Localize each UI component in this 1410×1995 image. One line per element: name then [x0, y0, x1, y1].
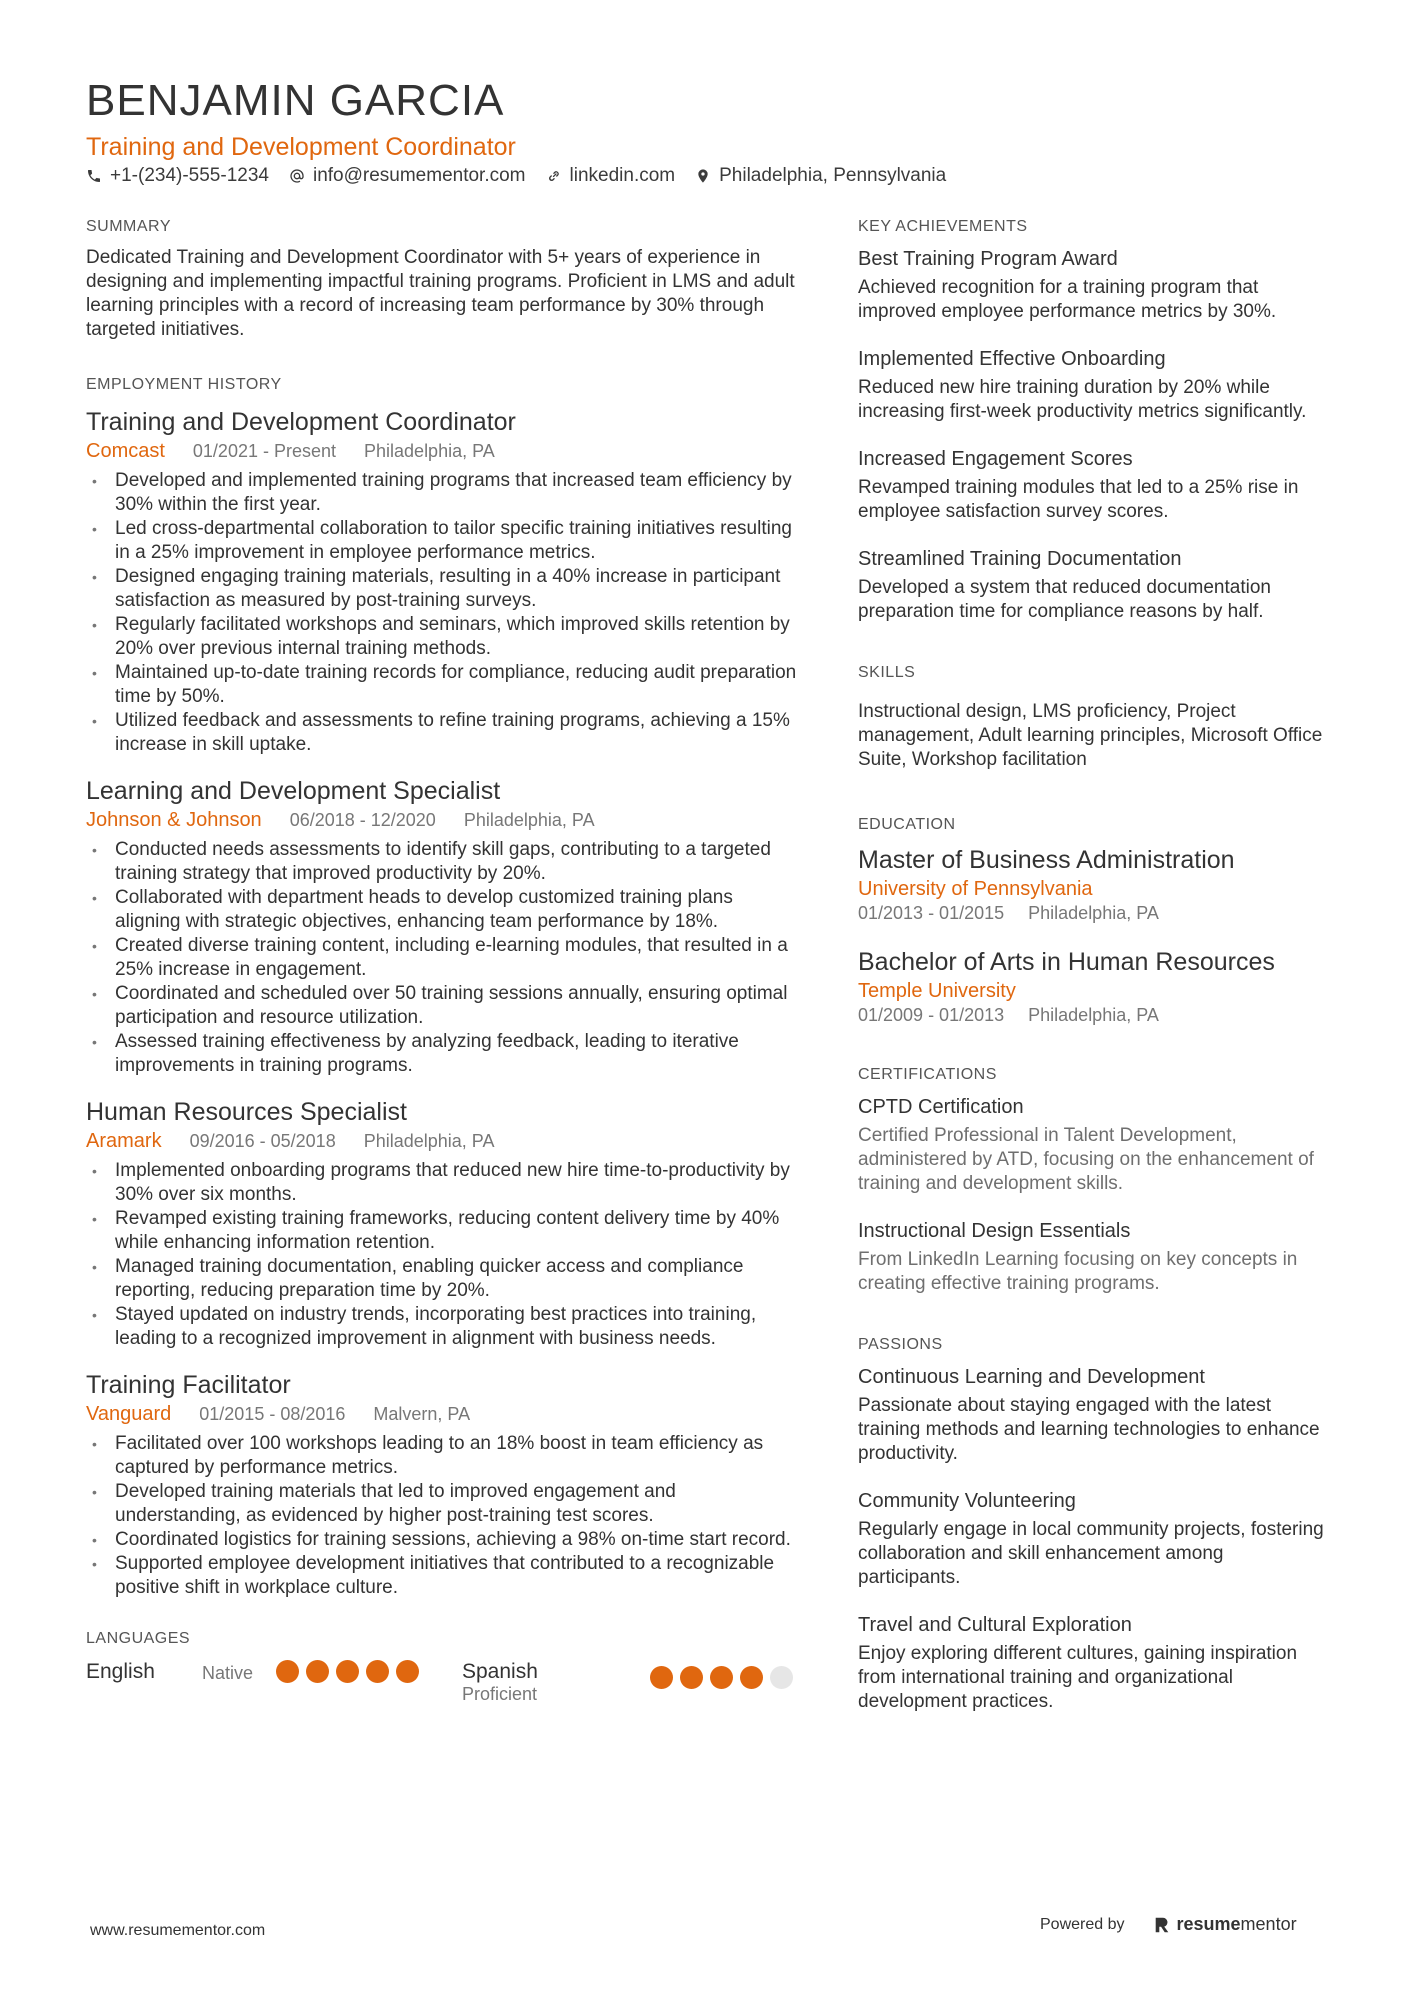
job-location: Philadelphia, PA: [364, 441, 495, 461]
education-location: Philadelphia, PA: [1028, 1005, 1159, 1025]
language-rating: [650, 1666, 793, 1689]
contact-phone[interactable]: [86, 165, 269, 187]
language-entry: [86, 1660, 462, 1684]
resumementor-logo-icon: [1153, 1916, 1171, 1934]
achievement-title: Increased Engagement Scores: [858, 448, 1133, 470]
job-bullet: • Revamped existing training frameworks, reducing content delivery time by 40% while enhancing information retention.: [86, 1207, 801, 1255]
job-entry: [86, 406, 801, 757]
achievement-text: Achieved recognition for a training program that improved employee performance metrics by 30%.: [858, 277, 1277, 322]
job-dates: 09/2016 - 05/2018: [189, 1131, 336, 1151]
certifications-heading: CERTIFICATIONS: [858, 1066, 997, 1083]
language-rating: [276, 1660, 419, 1683]
job-bullets: [86, 1159, 801, 1351]
job-meta: [86, 809, 801, 832]
achievement-text: Developed a system that reduced documentation preparation time for compliance reasons by half.: [858, 577, 1271, 622]
job-bullets: [86, 838, 801, 1078]
education-meta: [858, 1005, 1328, 1026]
summary-heading: SUMMARY: [86, 218, 171, 235]
languages-heading: LANGUAGES: [86, 1630, 191, 1647]
job-bullet: • Utilized feedback and assessments to refine training programs, achieving a 15% increase in skill uptake.: [86, 709, 801, 757]
job-entry: [86, 1096, 801, 1351]
contact-linkedin[interactable]: [546, 165, 676, 187]
achievement-text: Reduced new hire training duration by 20% while increasing first-week productivity metrics significantly.: [858, 377, 1307, 422]
certification-text: From LinkedIn Learning focusing on key concepts in creating effective training programs.: [858, 1249, 1298, 1294]
education-meta: [858, 903, 1328, 924]
passion-title: Travel and Cultural Exploration: [858, 1614, 1132, 1636]
footer-website[interactable]: www.resumementor.com: [90, 1922, 266, 1939]
job-title: Training and Development Coordinator: [86, 408, 516, 436]
job-company: Johnson & Johnson: [86, 809, 262, 831]
contact-location: [695, 165, 946, 187]
powered-by-text: Powered by: [1040, 1915, 1125, 1933]
job-location: Philadelphia, PA: [463, 810, 595, 830]
job-location: Philadelphia, PA: [363, 1131, 495, 1151]
phone-icon: [86, 168, 102, 184]
language-level: Proficient: [462, 1684, 538, 1704]
pin-icon: [695, 168, 711, 184]
job-entry: [86, 775, 801, 1078]
at-icon: [289, 168, 305, 184]
job-meta: [86, 1130, 801, 1153]
education-degree: Master of Business Administration: [858, 846, 1235, 874]
achievement-title: Streamlined Training Documentation: [858, 548, 1182, 570]
job-bullet: • Created diverse training content, including e-learning modules, that resulted in a 25% increase in engagement.: [86, 934, 801, 982]
rating-dot-filled: [650, 1666, 673, 1689]
job-bullet: • Conducted needs assessments to identify skill gaps, contributing to a targeted training strategy that improved productivity by 20%.: [86, 838, 801, 886]
education-school: Temple University: [858, 980, 1016, 1002]
right-column: [858, 218, 1328, 1736]
job-title: Human Resources Specialist: [86, 1098, 407, 1126]
job-bullets: [86, 469, 801, 757]
achievement-title: Implemented Effective Onboarding: [858, 348, 1166, 370]
rating-dot-empty: [770, 1666, 793, 1689]
job-bullet: • Implemented onboarding programs that reduced new hire time-to-productivity by 30% over six months.: [86, 1159, 801, 1207]
passion-text: Regularly engage in local community projects, fostering collaboration and skill enhancement among participants.: [858, 1519, 1324, 1588]
job-company: Aramark: [86, 1130, 162, 1152]
candidate-name: BENJAMIN GARCIA: [86, 76, 505, 125]
phone-text: +1-(234)-555-1234: [110, 165, 269, 186]
education-dates: 01/2013 - 01/2015: [858, 903, 1005, 923]
job-bullet: • Coordinated logistics for training sessions, achieving a 98% on-time start record.: [86, 1528, 801, 1552]
job-title: Training Facilitator: [86, 1371, 291, 1399]
job-dates: 01/2015 - 08/2016: [199, 1404, 346, 1424]
job-bullet: • Regularly facilitated workshops and seminars, which improved skills retention by 20% over previous internal training methods.: [86, 613, 801, 661]
education-location: Philadelphia, PA: [1028, 903, 1159, 923]
job-bullet: • Facilitated over 100 workshops leading to an 18% boost in team efficiency as captured by performance metrics.: [86, 1432, 801, 1480]
job-title: Learning and Development Specialist: [86, 777, 501, 805]
job-bullet: • Managed training documentation, enabling quicker access and compliance reporting, reducing preparation time by 20%.: [86, 1255, 801, 1303]
brand-rest: mentor: [1240, 1914, 1297, 1934]
rating-dot-filled: [396, 1660, 419, 1683]
job-bullet: • Assessed training effectiveness by analyzing feedback, leading to iterative improvements in training programs.: [86, 1030, 801, 1078]
certification-title: Instructional Design Essentials: [858, 1220, 1131, 1242]
job-company: Comcast: [86, 440, 165, 462]
link-icon: [546, 168, 562, 184]
job-bullet: • Led cross-departmental collaboration to tailor specific training initiatives resulting in a 25% improvement in employee performance metrics.: [86, 517, 801, 565]
job-bullet: • Collaborated with department heads to develop customized training plans aligning with strategic objectives, enhancing team performance by 18%.: [86, 886, 801, 934]
job-entry: [86, 1369, 801, 1600]
education-heading: EDUCATION: [858, 816, 956, 833]
languages-list: [86, 1660, 801, 1705]
language-level: Native: [202, 1663, 254, 1683]
job-bullets: [86, 1432, 801, 1600]
certification-text: Certified Professional in Talent Development, administered by ATD, focusing on the enhancement of training and development skills.: [858, 1125, 1314, 1194]
education-dates: 01/2009 - 01/2013: [858, 1005, 1005, 1025]
rating-dot-filled: [306, 1660, 329, 1683]
job-dates: 06/2018 - 12/2020: [289, 810, 436, 830]
achievements-heading: KEY ACHIEVEMENTS: [858, 218, 1028, 235]
email-text: info@resumementor.com: [312, 165, 526, 186]
language-entry: [462, 1660, 793, 1705]
passion-text: Passionate about staying engaged with the latest training methods and learning technologies to enhance productivity.: [858, 1395, 1320, 1464]
footer-branding: [1040, 1914, 1297, 1935]
brand-bold: resume: [1176, 1914, 1241, 1934]
location-text: Philadelphia, Pennsylvania: [719, 165, 947, 186]
job-bullet: • Supported employee development initiatives that contributed to a recognizable positive shift in workplace culture.: [86, 1552, 801, 1600]
language-name: Spanish: [462, 1660, 538, 1683]
job-company: Vanguard: [86, 1403, 172, 1425]
summary-text: Dedicated Training and Development Coordinator with 5+ years of experience in designing and implementing impactful training programs. Proficient in LMS and adult learning principles with a record of increasing team performance by 30% through targeted initiatives.: [86, 247, 795, 340]
rating-dot-filled: [680, 1666, 703, 1689]
job-meta: [86, 1403, 801, 1426]
education-school: University of Pennsylvania: [858, 878, 1093, 900]
job-bullet: • Stayed updated on industry trends, incorporating best practices into training, leading to a recognized improvement in alignment with business needs.: [86, 1303, 801, 1351]
rating-dot-filled: [740, 1666, 763, 1689]
rating-dot-filled: [276, 1660, 299, 1683]
language-name-block: [462, 1660, 650, 1705]
achievement-text: Revamped training modules that led to a 25% rise in employee satisfaction survey scores.: [858, 477, 1299, 522]
job-bullet: • Maintained up-to-date training records for compliance, reducing audit preparation time by 50%.: [86, 661, 801, 709]
rating-dot-filled: [710, 1666, 733, 1689]
passion-text: Enjoy exploring different cultures, gaining inspiration from international training and organizational development practices.: [858, 1643, 1298, 1712]
passion-title: Community Volunteering: [858, 1490, 1076, 1512]
certification-title: CPTD Certification: [858, 1096, 1024, 1118]
passion-title: Continuous Learning and Development: [858, 1366, 1205, 1388]
language-name: English: [86, 1660, 155, 1683]
brand-logo[interactable]: [1153, 1914, 1297, 1935]
candidate-title: Training and Development Coordinator: [86, 133, 516, 161]
job-location: Malvern, PA: [373, 1404, 471, 1424]
achievement-title: Best Training Program Award: [858, 248, 1118, 270]
education-degree: Bachelor of Arts in Human Resources: [858, 948, 1275, 976]
job-bullet: • Developed training materials that led to improved engagement and understanding, as evidenced by higher post-training test scores.: [86, 1480, 801, 1528]
skills-heading: SKILLS: [858, 664, 916, 681]
job-bullet: • Designed engaging training materials, resulting in a 40% increase in participant satisfaction as measured by post-training surveys.: [86, 565, 801, 613]
contact-bar: [86, 165, 946, 187]
skills-text: Instructional design, LMS proficiency, Project management, Adult learning principles, Microsoft Office Suite, Workshop facilitation: [858, 701, 1323, 770]
rating-dot-filled: [366, 1660, 389, 1683]
contact-email[interactable]: [289, 165, 526, 187]
job-bullet: • Developed and implemented training programs that increased team efficiency by 30% within the first year.: [86, 469, 801, 517]
job-dates: 01/2021 - Present: [192, 441, 337, 461]
job-bullet: • Coordinated and scheduled over 50 training sessions annually, ensuring optimal participation and resource utilization.: [86, 982, 801, 1030]
rating-dot-filled: [336, 1660, 359, 1683]
employment-heading: EMPLOYMENT HISTORY: [86, 376, 282, 393]
linkedin-text: linkedin.com: [569, 165, 676, 186]
passions-heading: PASSIONS: [858, 1336, 943, 1353]
left-column: [86, 218, 801, 1705]
job-meta: [86, 440, 801, 463]
